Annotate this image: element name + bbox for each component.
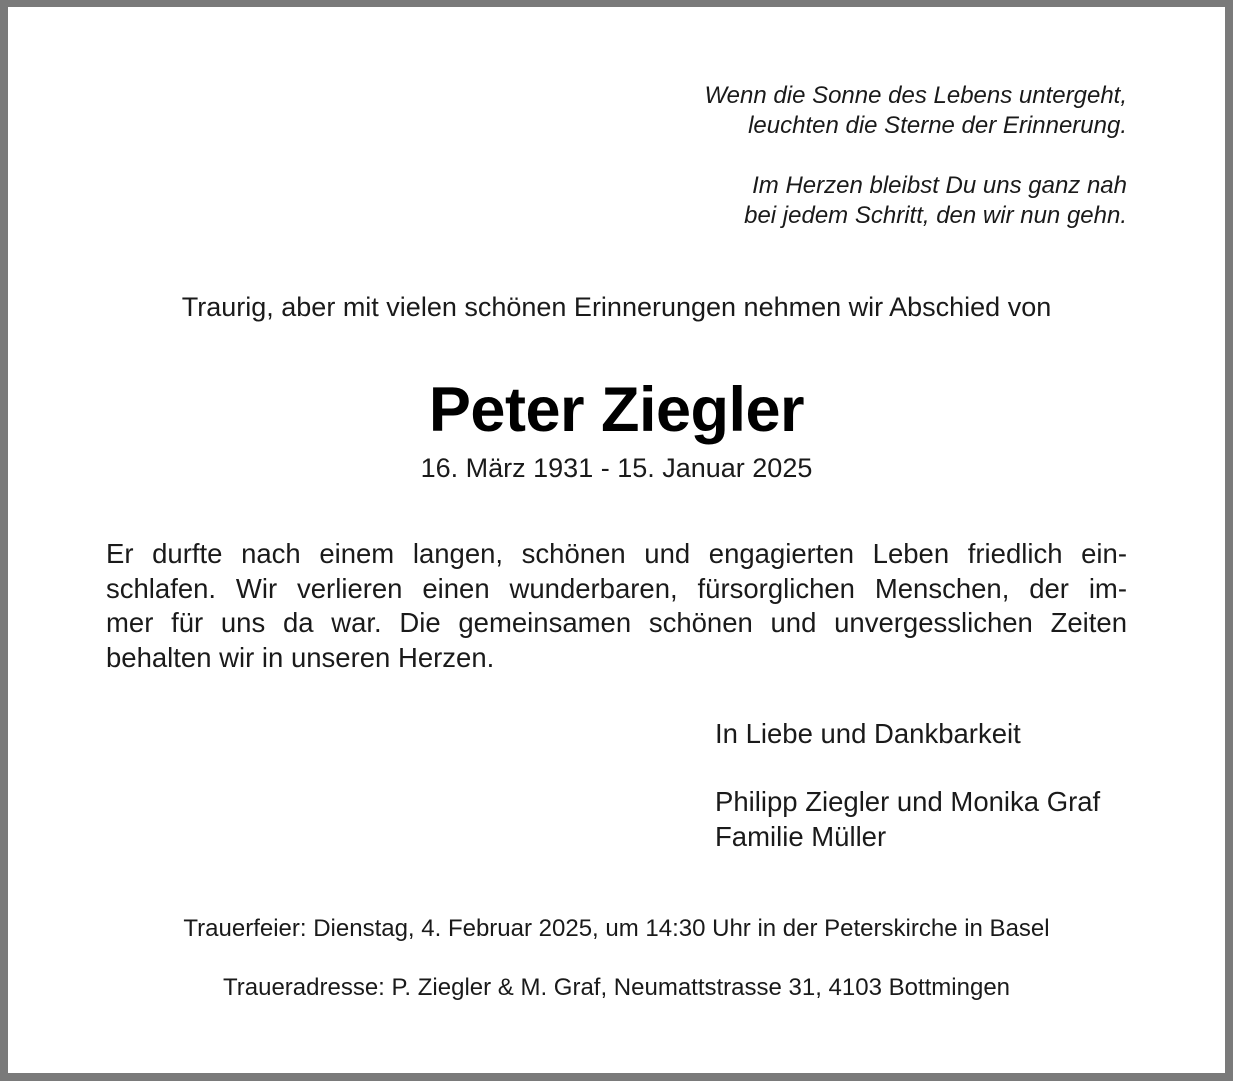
deceased-name: Peter Ziegler [428,375,805,445]
intro-text: Traurig, aber mit vielen schönen Erinnerungen nehmen wir Abschied von [181,292,1052,322]
memorial-poem [704,81,1127,231]
spacer [715,751,1100,784]
poem-line: leuchten die Sterne der Erinnerung. [748,112,1127,139]
poem-line: Im Herzen bleibst Du uns ganz nah [752,172,1127,199]
message-line: behalten wir in unseren Herzen. [106,641,495,673]
mourner-name: Familie Müller [715,821,887,852]
poem-stanza [704,171,1127,231]
signoff-block [715,716,1100,854]
poem-line: bei jedem Schritt, den wir nun gehn. [744,202,1127,229]
message-line: mer für uns da war. Die gemeinsamen schönen und unvergesslichen Zeiten [106,607,1127,638]
life-dates: 16. März 1931 - 15. Januar 2025 [420,453,813,483]
poem-stanza [704,81,1127,141]
mourning-address: Traueradresse: P. Ziegler & M. Graf, Neumattstrasse 31, 4103 Bottmingen [222,974,1011,1001]
mourner-name: Philipp Ziegler und Monika Graf [715,786,1101,817]
message-line: Er durfte nach einem langen, schönen und engagierten Leben friedlich ein- [106,538,1127,569]
poem-line: Wenn die Sonne des Lebens untergeht, [704,82,1127,109]
closing-phrase: In Liebe und Dankbarkeit [715,718,1021,749]
message-line: schlafen. Wir verlieren einen wunderbaren, fürsorglichen Menschen, der im- [106,572,1127,604]
funeral-service-info: Trauerfeier: Dienstag, 4. Februar 2025, um 14:30 Uhr in der Peterskirche in Basel [183,915,1050,942]
farewell-message [106,537,1127,675]
